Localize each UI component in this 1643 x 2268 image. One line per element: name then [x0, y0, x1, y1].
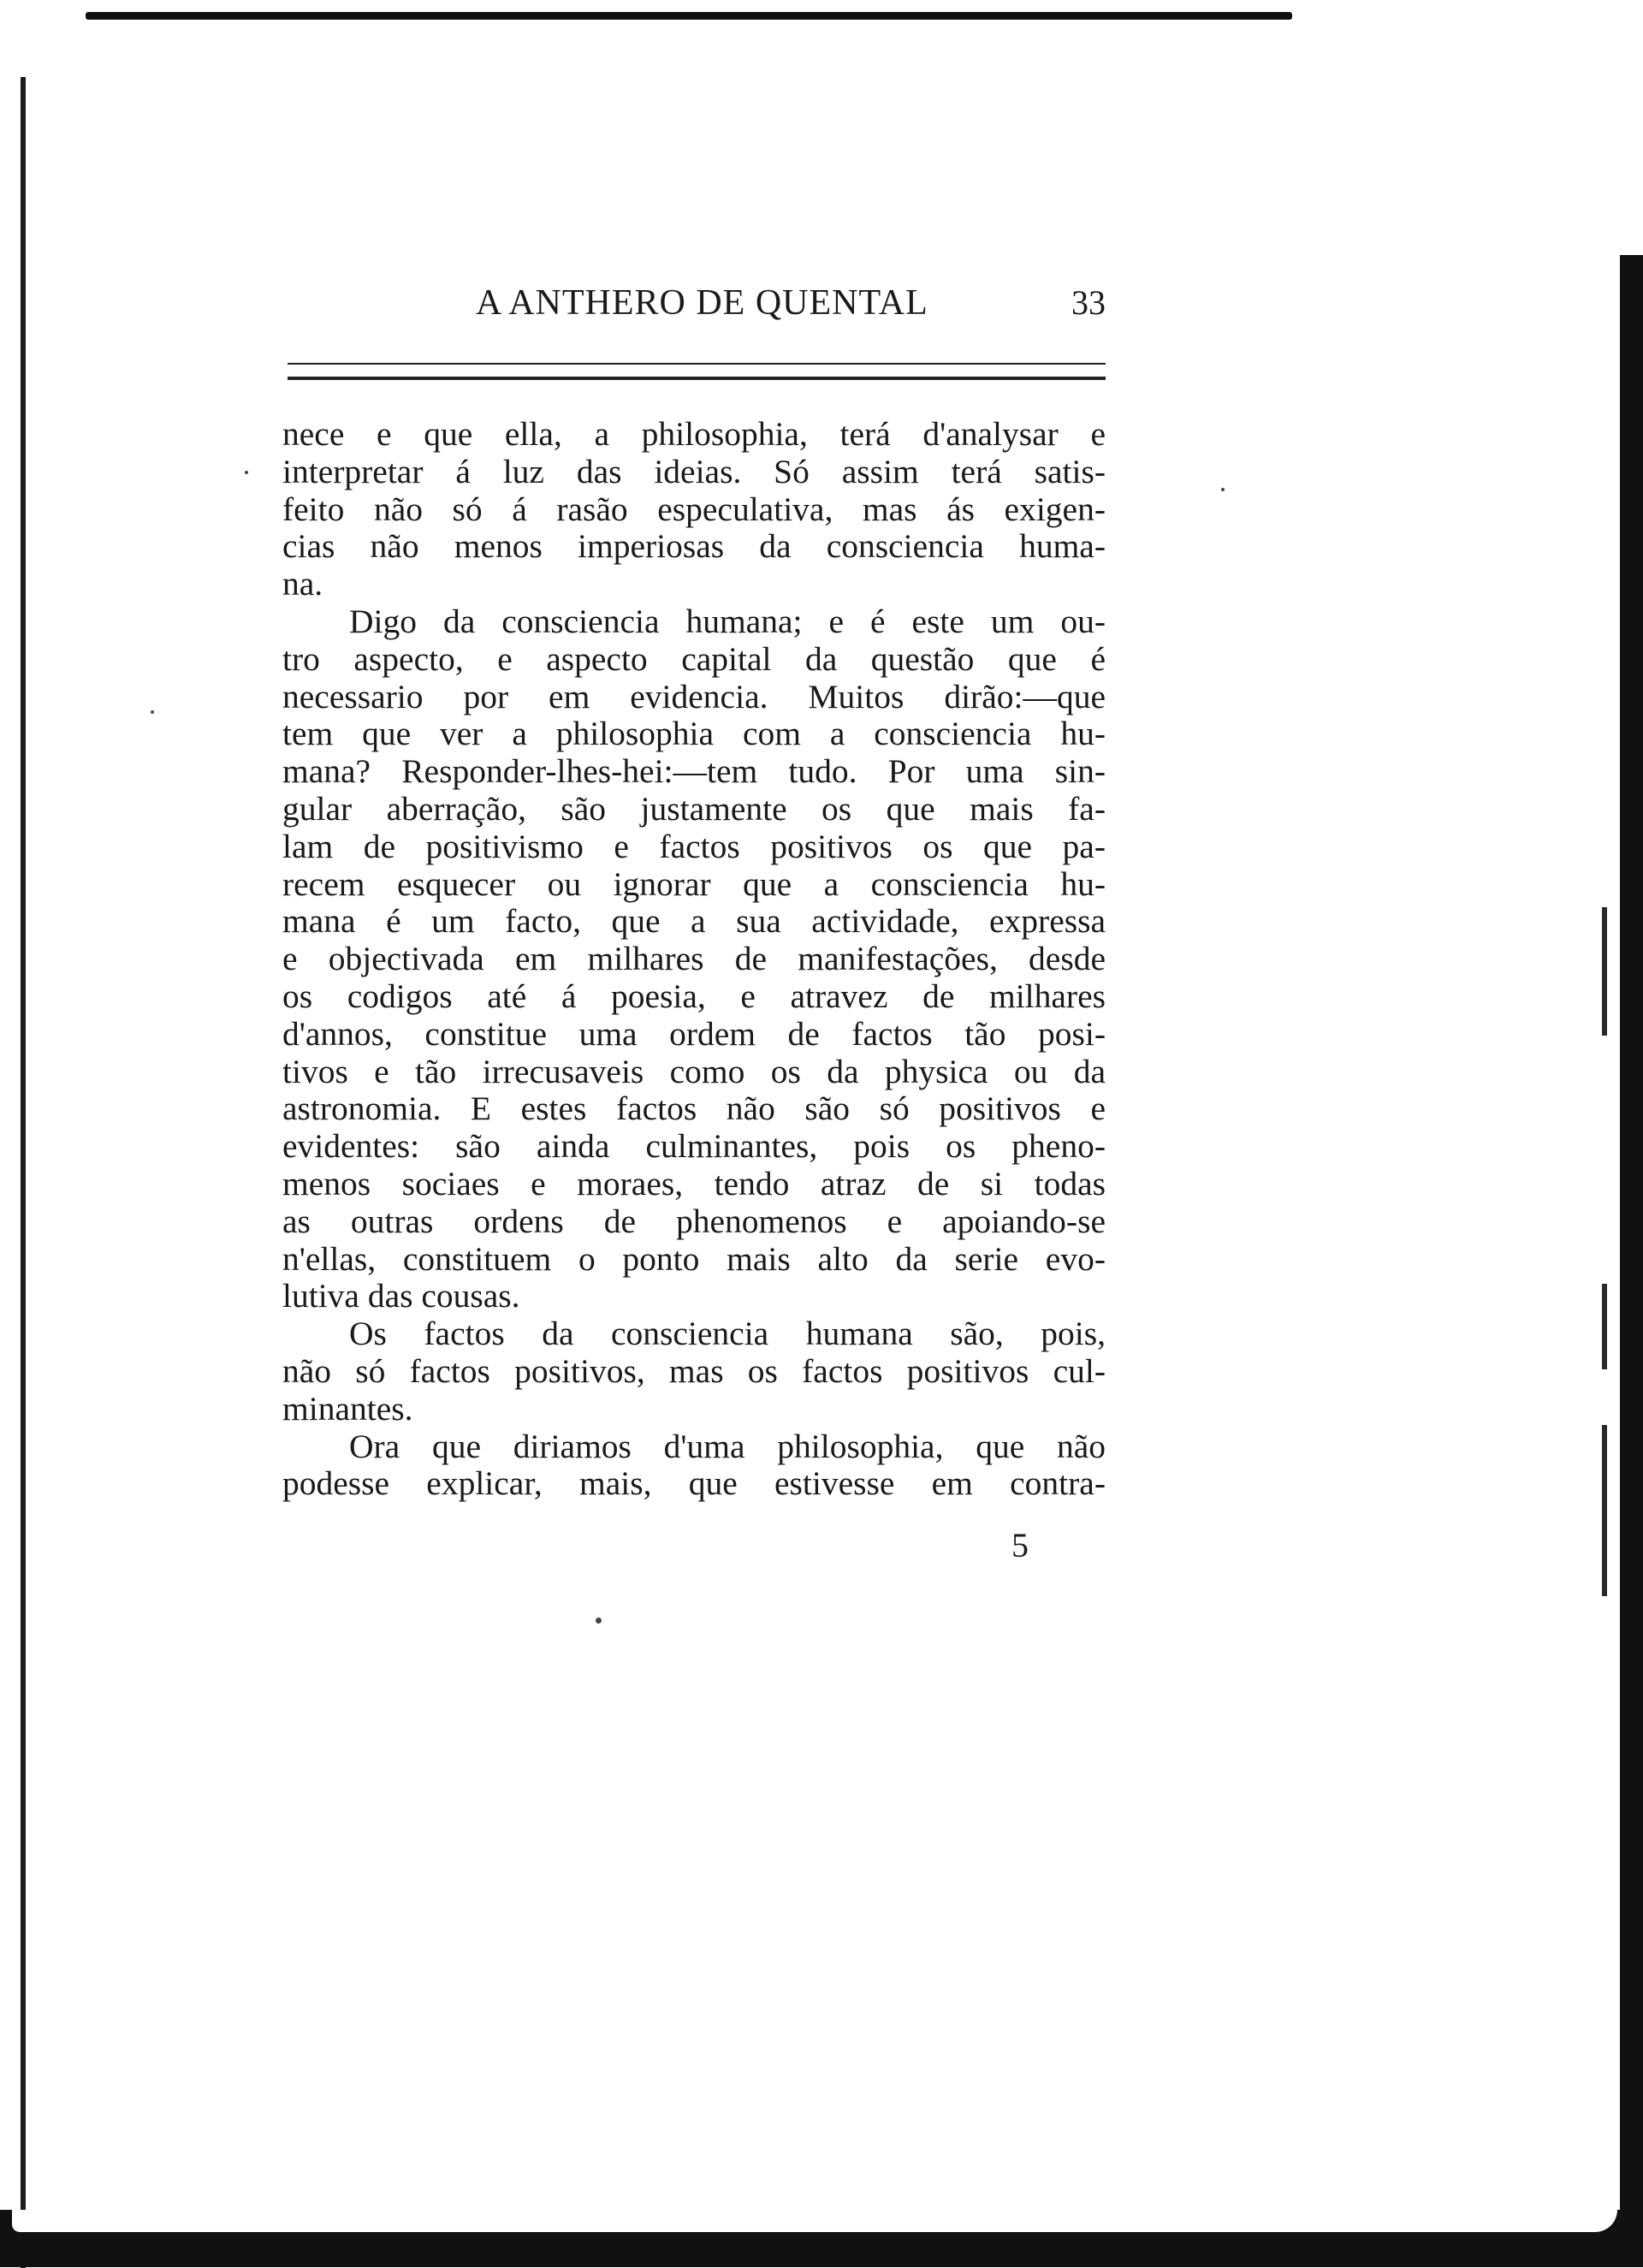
speck — [245, 471, 248, 474]
text-line: os codigos até á poesia, e atravez de milhares — [282, 977, 1106, 1015]
scan-edge-right — [1620, 255, 1643, 2267]
running-head-title: A ANTHERO DE QUENTAL — [476, 283, 928, 323]
text-line: mana? Responder-lhes-hei:—tem tudo. Por uma sin- — [282, 752, 1106, 791]
header-rule-thick — [288, 377, 1106, 380]
text-line: Digo da consciencia humana; e é este um ou- — [349, 602, 1106, 640]
text-line: tem que ver a philosophia com a consciencia hu- — [282, 715, 1106, 753]
text-line: não só factos positivos, mas os factos positivos cul- — [282, 1351, 1106, 1390]
text-line: nece e que ella, a philosophia, terá d'analysar e — [282, 415, 1106, 453]
scan-mark — [1602, 1425, 1607, 1596]
text-line: lam de positivismo e factos positivos os que pa- — [282, 827, 1106, 865]
text-line: minantes. — [282, 1389, 413, 1428]
body-text — [282, 416, 1106, 1503]
running-head — [288, 282, 1106, 342]
speck — [151, 710, 154, 714]
text-line: Ora que diriamos d'uma philosophia, que não — [349, 1427, 1106, 1465]
scan-edge-top — [86, 12, 1292, 20]
text-line: gular aberração, são justamente os que mais fa- — [282, 789, 1106, 828]
text-line: n'ellas, constituem o ponto mais alto da serie evo- — [282, 1239, 1106, 1278]
text-line: tro aspecto, e aspecto capital da questão que é — [282, 639, 1106, 678]
header-rule-thin — [288, 363, 1106, 365]
text-line: interpretar á luz das ideias. Só assim terá satis- — [282, 452, 1106, 490]
text-line: tivos e tão irrecusaveis como os da physica ou da — [282, 1052, 1106, 1090]
text-line: evidentes: são ainda culminantes, pois os pheno- — [282, 1127, 1106, 1166]
text-line: recem esquecer ou ignorar que a consciencia hu- — [282, 864, 1106, 903]
signature-mark: 5 — [1011, 1526, 1029, 1564]
text-line: na. — [282, 565, 323, 603]
text-line: cias não menos imperiosas da consciencia huma- — [282, 527, 1106, 566]
text-line: necessario por em evidencia. Muitos dirão:—que — [282, 677, 1106, 715]
text-line: d'annos, constitue uma ordem de factos tão posi- — [282, 1014, 1106, 1053]
scan-mark — [1602, 1284, 1607, 1369]
page-number: 33 — [1071, 283, 1106, 322]
text-line: lutiva das cousas. — [282, 1277, 520, 1315]
speck — [596, 1618, 602, 1624]
scan-edge-bottom-paper — [12, 2210, 1617, 2232]
scan-edge-left — [21, 77, 26, 2268]
speck — [1221, 488, 1225, 491]
text-line: e objectivada em milhares de manifestações, desde — [282, 940, 1106, 978]
text-line: podesse explicar, mais, que estivesse em contra- — [282, 1464, 1106, 1503]
text-line: menos sociaes e moraes, tendo atraz de si todas — [282, 1164, 1106, 1202]
text-line: feito não só á rasão especulativa, mas ás exigen- — [282, 490, 1106, 528]
text-line: as outras ordens de phenomenos e apoiando-se — [282, 1202, 1106, 1240]
text-line: astronomia. E estes factos não são só positivos e — [282, 1089, 1106, 1128]
text-line: mana é um facto, que a sua actividade, expressa — [282, 902, 1106, 941]
text-line: Os factos da consciencia humana são, pois, — [349, 1315, 1106, 1353]
scan-mark — [1602, 907, 1607, 1036]
